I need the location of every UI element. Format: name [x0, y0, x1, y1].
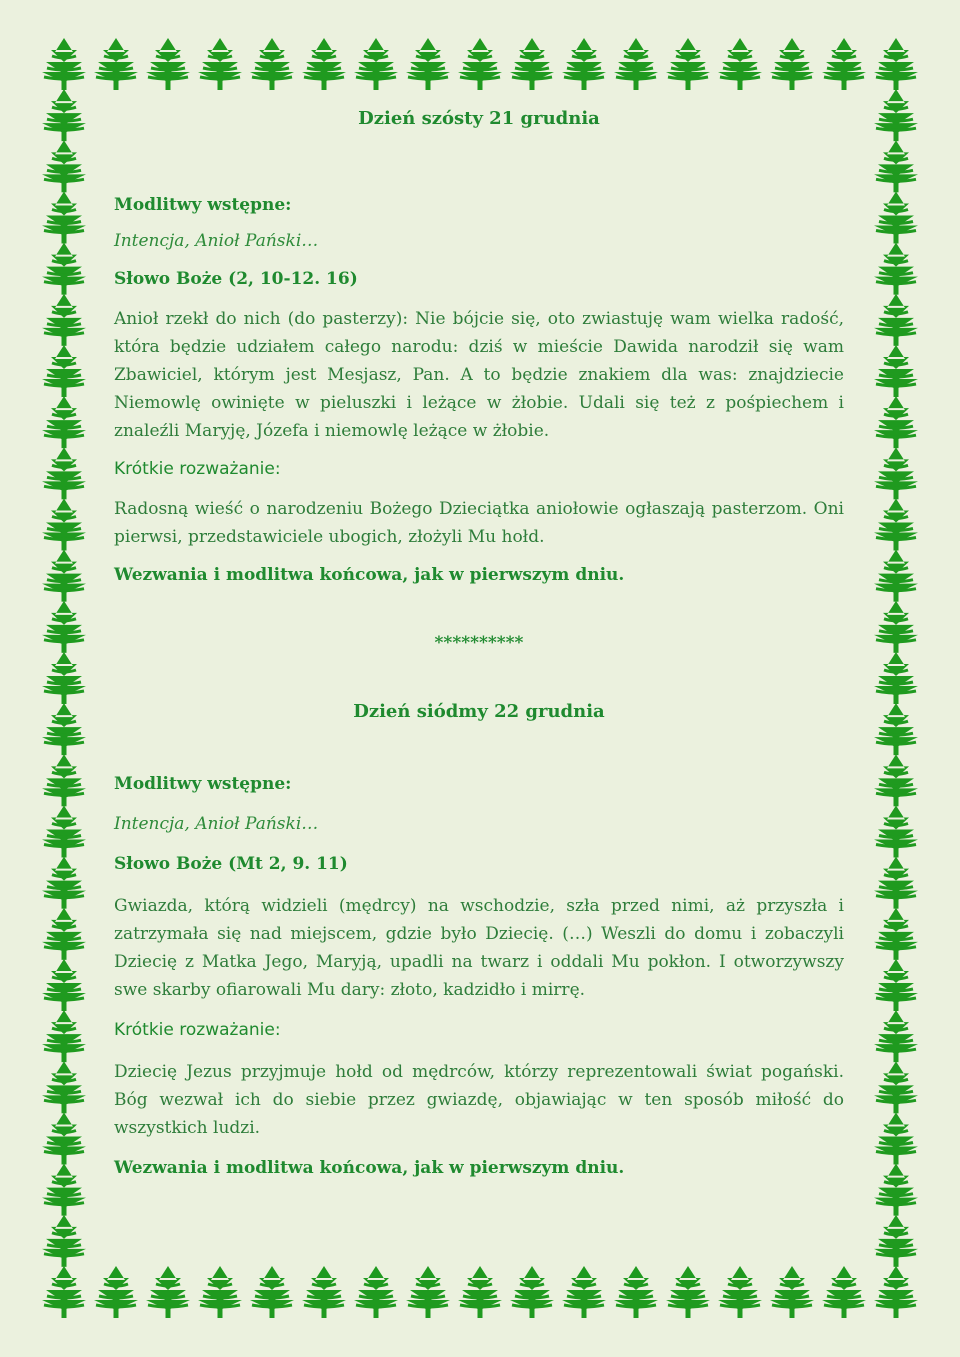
- day6-word-label: Słowo Boże (2, 10-12. 16): [114, 269, 358, 289]
- christmas-tree-icon: [874, 38, 918, 90]
- day6-reflection-label: Krótkie rozważanie:: [114, 459, 281, 479]
- day7-word-label: Słowo Boże (Mt 2, 9. 11): [114, 854, 348, 874]
- day7-word-text: Gwiazda, którą widzieli (mędrcy) na wschodzie, szła przed nimi, aż przyszła i zatrzymała się nad miejscem, gdzie było Dziecię. (…) Weszli do domu i zobaczyli Dziecię z Matka Jego, Maryją, upadli na twarz i oddali Mu pokłon. I otworzywszy swe skarby ofiarowali Mu dary: złoto, kadzidło i mirrę.: [114, 896, 844, 1000]
- christmas-tree-icon: [874, 908, 918, 960]
- day6-word-text: Anioł rzekł do nich (do pasterzy): Nie bójcie się, oto zwiastuję wam wielka radość, która będzie udziałem całego narodu: dziś w mieście Dawida narodził się wam Zbawiciel, którym jest Mesjasz, Pan. A to będzie znakiem dla was: znajdziecie Niemowlę owinięte w pieluszki i leżące w żłobie. Udali się też z pośpiechem i znaleźli Maryję, Józefa i niemowlę leżące w żłobie.: [114, 309, 844, 441]
- main-content: [114, 108, 844, 1178]
- christmas-tree-icon: [146, 1266, 190, 1318]
- christmas-tree-icon: [510, 38, 554, 90]
- christmas-tree-icon: [42, 499, 86, 551]
- christmas-tree-icon: [770, 1266, 814, 1318]
- section-separator: **********: [434, 633, 524, 653]
- christmas-tree-icon: [42, 806, 86, 858]
- christmas-tree-icon: [874, 1061, 918, 1113]
- christmas-tree-icon: [42, 652, 86, 704]
- christmas-tree-icon: [874, 1113, 918, 1165]
- christmas-tree-icon: [42, 243, 86, 295]
- christmas-tree-icon: [874, 1164, 918, 1216]
- day6-intro-text: Intencja, Anioł Pański…: [114, 231, 319, 251]
- christmas-tree-icon: [510, 1266, 554, 1318]
- day7-intro-text: Intencja, Anioł Pański…: [114, 814, 319, 834]
- christmas-tree-icon: [42, 192, 86, 244]
- christmas-tree-icon: [42, 601, 86, 653]
- christmas-tree-icon: [874, 499, 918, 551]
- christmas-tree-icon: [42, 1061, 86, 1113]
- christmas-tree-icon: [42, 908, 86, 960]
- christmas-tree-icon: [198, 1266, 242, 1318]
- christmas-tree-icon: [874, 1215, 918, 1267]
- christmas-tree-icon: [874, 243, 918, 295]
- christmas-tree-icon: [874, 652, 918, 704]
- christmas-tree-icon: [874, 806, 918, 858]
- christmas-tree-icon: [42, 396, 86, 448]
- christmas-tree-icon: [354, 1266, 398, 1318]
- christmas-tree-icon: [458, 38, 502, 90]
- christmas-tree-icon: [874, 550, 918, 602]
- christmas-tree-icon: [42, 38, 86, 90]
- christmas-tree-icon: [874, 396, 918, 448]
- christmas-tree-icon: [770, 38, 814, 90]
- christmas-tree-icon: [42, 1215, 86, 1267]
- christmas-tree-icon: [822, 1266, 866, 1318]
- christmas-tree-icon: [42, 1113, 86, 1165]
- christmas-tree-icon: [614, 38, 658, 90]
- day6-closing: Wezwania i modlitwa końcowa, jak w pierwszym dniu.: [114, 565, 625, 585]
- christmas-tree-icon: [146, 38, 190, 90]
- christmas-tree-icon: [874, 601, 918, 653]
- day7-reflection-text: Dziecię Jezus przyjmuje hołd od mędrców, którzy reprezentowali świat pogański. Bóg wezwał ich do siebie przez gwiazdę, objawiając w ten sposób miłość do wszystkich ludzi.: [114, 1062, 844, 1138]
- day6-title: Dzień szósty 21 grudnia: [358, 108, 600, 129]
- christmas-tree-icon: [718, 38, 762, 90]
- christmas-tree-icon: [250, 38, 294, 90]
- christmas-tree-icon: [42, 550, 86, 602]
- christmas-tree-icon: [874, 1266, 918, 1318]
- christmas-tree-icon: [874, 1010, 918, 1062]
- christmas-tree-icon: [874, 192, 918, 244]
- christmas-tree-icon: [302, 38, 346, 90]
- christmas-tree-icon: [94, 38, 138, 90]
- christmas-tree-icon: [874, 703, 918, 755]
- christmas-tree-icon: [42, 959, 86, 1011]
- christmas-tree-icon: [874, 447, 918, 499]
- day7-reflection-label: Krótkie rozważanie:: [114, 1020, 281, 1040]
- christmas-tree-icon: [874, 857, 918, 909]
- christmas-tree-icon: [562, 38, 606, 90]
- christmas-tree-icon: [42, 89, 86, 141]
- day6-intro-label: Modlitwy wstępne:: [114, 195, 292, 215]
- day7-closing: Wezwania i modlitwa końcowa, jak w pierwszym dniu.: [114, 1158, 625, 1178]
- christmas-tree-icon: [666, 38, 710, 90]
- christmas-tree-icon: [250, 1266, 294, 1318]
- christmas-tree-icon: [42, 345, 86, 397]
- christmas-tree-icon: [302, 1266, 346, 1318]
- christmas-tree-icon: [42, 754, 86, 806]
- christmas-tree-icon: [822, 38, 866, 90]
- day7-title: Dzień siódmy 22 grudnia: [353, 701, 605, 722]
- christmas-tree-icon: [42, 294, 86, 346]
- christmas-tree-icon: [874, 89, 918, 141]
- christmas-tree-icon: [354, 38, 398, 90]
- christmas-tree-icon: [718, 1266, 762, 1318]
- christmas-tree-icon: [42, 1266, 86, 1318]
- christmas-tree-icon: [458, 1266, 502, 1318]
- christmas-tree-icon: [42, 857, 86, 909]
- christmas-tree-icon: [874, 294, 918, 346]
- christmas-tree-icon: [42, 1164, 86, 1216]
- christmas-tree-icon: [666, 1266, 710, 1318]
- christmas-tree-icon: [406, 1266, 450, 1318]
- christmas-tree-icon: [406, 38, 450, 90]
- day7-intro-label: Modlitwy wstępne:: [114, 774, 292, 794]
- day6-reflection-text: Radosną wieść o narodzeniu Bożego Dzieciątka aniołowie ogłaszają pasterzom. Oni pierwsi, przedstawiciele ubogich, złożyli Mu hołd.: [114, 499, 844, 547]
- christmas-tree-icon: [874, 140, 918, 192]
- christmas-tree-icon: [42, 703, 86, 755]
- christmas-tree-icon: [94, 1266, 138, 1318]
- christmas-tree-icon: [42, 140, 86, 192]
- christmas-tree-icon: [42, 447, 86, 499]
- christmas-tree-icon: [562, 1266, 606, 1318]
- christmas-tree-icon: [874, 754, 918, 806]
- christmas-tree-icon: [874, 959, 918, 1011]
- christmas-tree-icon: [614, 1266, 658, 1318]
- christmas-tree-icon: [198, 38, 242, 90]
- christmas-tree-icon: [42, 1010, 86, 1062]
- christmas-tree-icon: [874, 345, 918, 397]
